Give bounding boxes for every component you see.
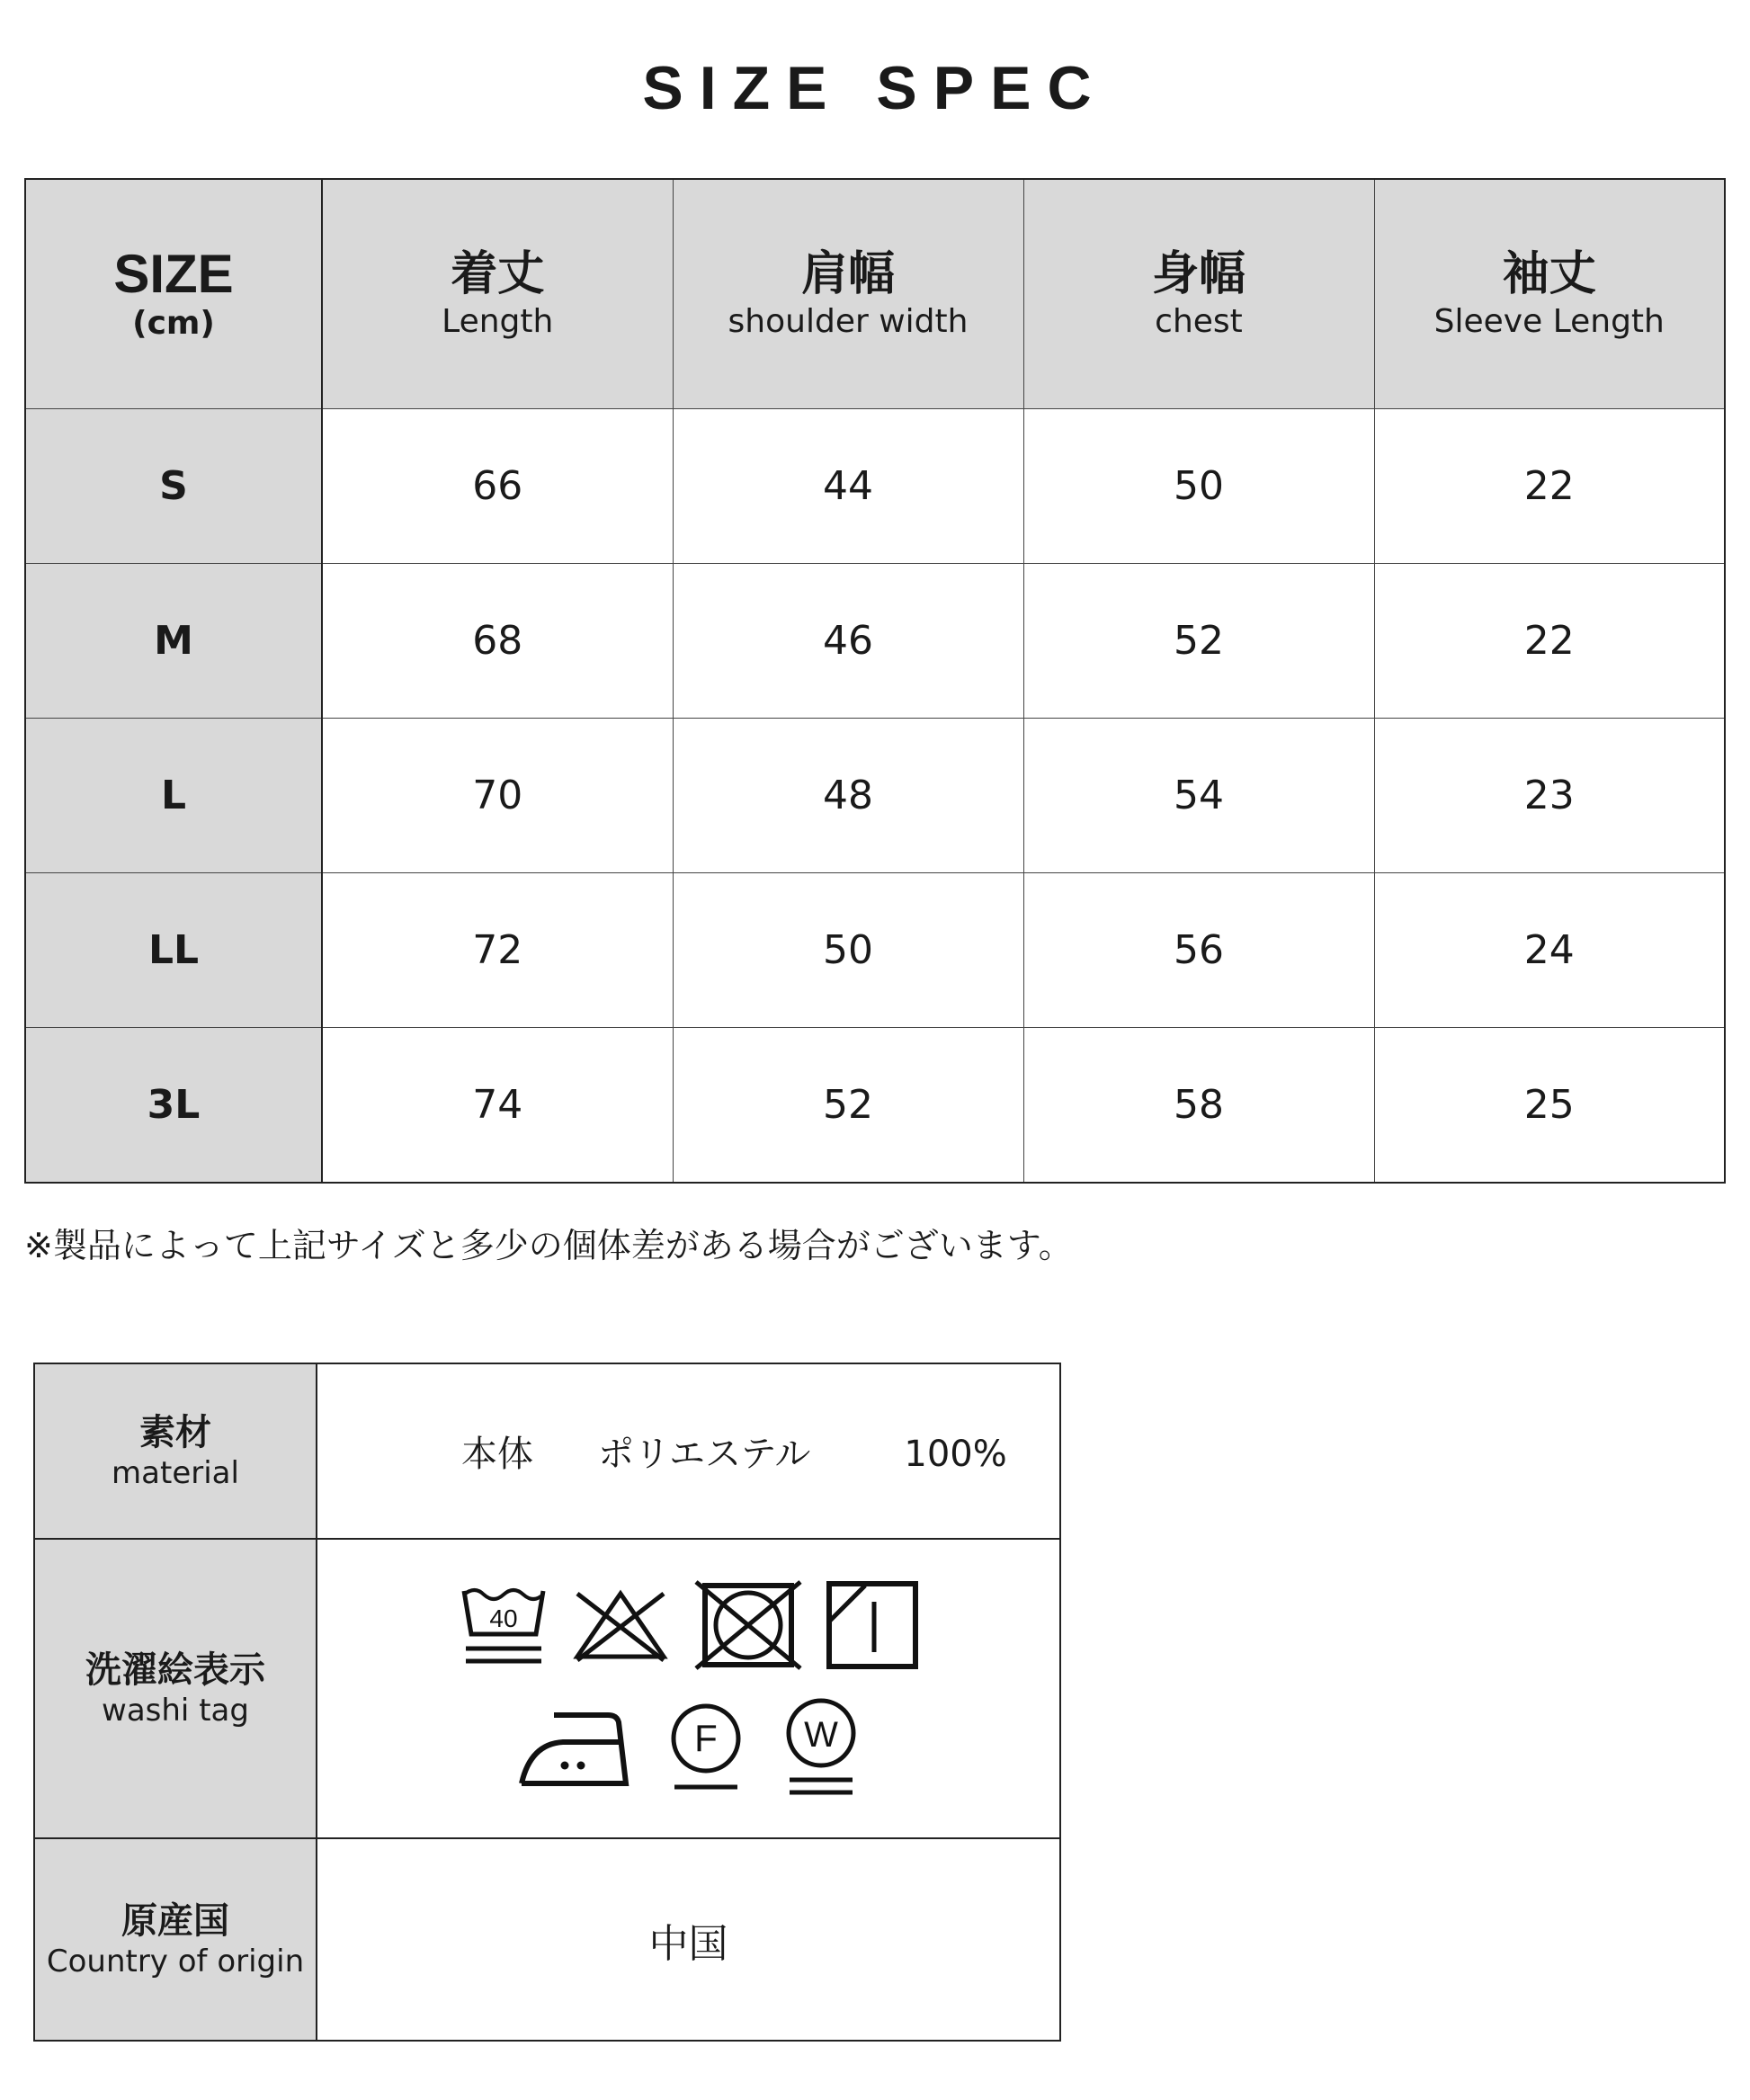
- value-cell: 58: [1023, 1028, 1374, 1184]
- material-part: 本体: [460, 1434, 533, 1475]
- table-row: [25, 564, 1725, 719]
- washi-tag-symbols-cell: [317, 1539, 1060, 1838]
- table-row: [25, 873, 1725, 1028]
- column-header-en: shoulder width: [728, 303, 969, 340]
- value-cell: 25: [1374, 1028, 1725, 1184]
- size-note: ※製品によって上記サイズと多少の個体差がある場合がございます。: [24, 1226, 1073, 1265]
- value-cell: 68: [322, 564, 673, 719]
- material-row: [34, 1363, 1060, 1539]
- value-cell: 48: [673, 719, 1023, 873]
- size-table-header: [25, 179, 1725, 409]
- dry-clean-letter: F: [693, 1716, 718, 1759]
- material-label-cell: [34, 1363, 317, 1539]
- size-header-cell: [25, 179, 322, 409]
- value-cell: 22: [1374, 409, 1725, 564]
- column-header-shoulder: [673, 179, 1023, 409]
- column-header-jp: 身幅: [1151, 247, 1246, 301]
- size-cell: S: [25, 409, 322, 564]
- value-cell: 44: [673, 409, 1023, 564]
- line-dry-shade-icon: [826, 1580, 919, 1670]
- column-header-jp: 着丈: [451, 247, 545, 301]
- value-cell: 72: [322, 873, 673, 1028]
- value-cell: 23: [1374, 719, 1725, 873]
- value-cell: 74: [322, 1028, 673, 1184]
- value-cell: 56: [1023, 873, 1374, 1028]
- value-cell: 54: [1023, 719, 1374, 873]
- column-header-chest: [1023, 179, 1374, 409]
- origin-row: [34, 1838, 1060, 2041]
- washi-tag-label-cell: [34, 1539, 317, 1838]
- column-header-jp: 袖丈: [1502, 247, 1596, 301]
- dry-clean-f-icon: [667, 1702, 745, 1792]
- washi-tag-row: [34, 1539, 1060, 1838]
- value-cell: 22: [1374, 564, 1725, 719]
- no-bleach-icon: [570, 1585, 671, 1666]
- value-cell: 50: [673, 873, 1023, 1028]
- material-value-cell: [317, 1363, 1060, 1539]
- value-cell: 24: [1374, 873, 1725, 1028]
- page-title: SIZE SPEC: [642, 54, 1108, 122]
- size-cell: L: [25, 719, 322, 873]
- iron-low-icon: [518, 1708, 629, 1787]
- origin-label-cell: [34, 1838, 317, 2041]
- value-cell: 50: [1023, 409, 1374, 564]
- material-fabric: ポリエステル: [597, 1434, 811, 1475]
- column-header-length: [322, 179, 673, 409]
- table-row: [25, 1028, 1725, 1184]
- value-cell: 52: [673, 1028, 1023, 1184]
- value-cell: 66: [322, 409, 673, 564]
- column-header-en: Sleeve Length: [1433, 303, 1665, 340]
- origin-value: 中国: [317, 1838, 1060, 2041]
- column-header-sleeve: [1374, 179, 1725, 409]
- size-header-label: SIZE: [113, 244, 234, 304]
- material-label-en: material: [112, 1454, 239, 1491]
- value-cell: 52: [1023, 564, 1374, 719]
- material-label-jp: 素材: [139, 1411, 211, 1453]
- wash-40-gentle-icon: [459, 1582, 549, 1668]
- value-cell: 46: [673, 564, 1023, 719]
- size-table: [24, 178, 1726, 1184]
- wash-temp-label: 40: [488, 1604, 518, 1632]
- spec-table: [33, 1363, 1061, 2042]
- column-header-en: chest: [1155, 303, 1243, 340]
- material-percent: 100%: [904, 1434, 1007, 1475]
- origin-label-en: Country of origin: [46, 1943, 305, 1979]
- size-cell: M: [25, 564, 322, 719]
- wet-clean-w-icon: [782, 1697, 860, 1798]
- table-row: [25, 409, 1725, 564]
- column-header-jp: 肩幅: [800, 247, 895, 301]
- washi-tag-label-jp: 洗濯絵表示: [85, 1649, 265, 1691]
- column-header-en: Length: [442, 303, 554, 340]
- washi-tag-label-en: washi tag: [102, 1692, 249, 1729]
- origin-label-jp: 原産国: [121, 1899, 229, 1942]
- no-tumble-dry-icon: [692, 1580, 804, 1670]
- table-row: [25, 719, 1725, 873]
- size-cell: LL: [25, 873, 322, 1028]
- wet-clean-letter: W: [803, 1714, 838, 1755]
- size-cell: 3L: [25, 1028, 322, 1184]
- size-header-unit: (cm): [132, 305, 215, 342]
- value-cell: 70: [322, 719, 673, 873]
